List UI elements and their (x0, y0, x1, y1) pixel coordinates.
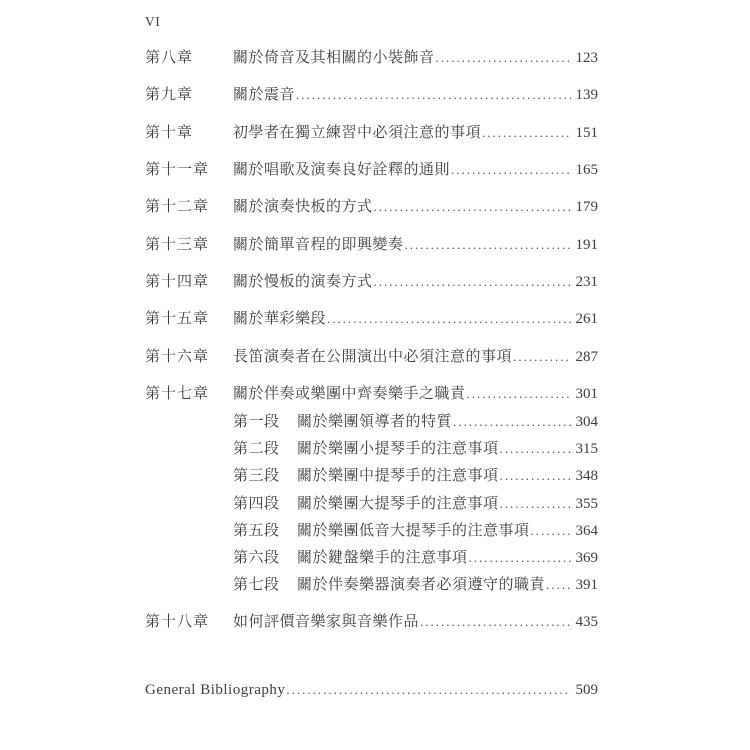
page-number: 355 (575, 495, 598, 512)
dot-leader (436, 50, 571, 66)
page-number: 179 (575, 199, 598, 216)
toc-subrow (145, 461, 598, 488)
toc-row (145, 299, 598, 336)
dot-leader (546, 577, 570, 593)
entry-title: 如何評價音樂家與音樂作品 (233, 614, 420, 631)
toc-row (145, 113, 598, 150)
dot-leader (482, 125, 570, 141)
entry-title: 關於樂團中提琴手的注意事項 (297, 468, 499, 485)
page-number: 369 (575, 550, 598, 566)
page-number: 165 (575, 162, 598, 179)
chapter-number: 第十五章 (145, 311, 210, 328)
dot-leader (500, 496, 571, 512)
toc-subrow (145, 407, 598, 434)
entry-title: 關於伴奏樂器演奏者必須遵守的職責 (297, 577, 546, 594)
entry-title: 關於鍵盤樂手的注意事項 (297, 550, 468, 566)
chapter-number: 第十六章 (145, 348, 210, 365)
toc-row (145, 75, 598, 112)
page-number: 391 (575, 577, 598, 594)
entry-title: 初學者在獨立練習中必須注意的事項 (233, 124, 482, 141)
entry-title: 關於伴奏或樂團中齊奏樂手之職責 (233, 385, 466, 402)
dot-leader (469, 550, 571, 566)
toc-row (145, 336, 598, 373)
chapter-number: 第十二章 (145, 199, 210, 216)
dot-leader (405, 237, 571, 253)
toc-subrow (145, 543, 598, 570)
page-number: 287 (575, 348, 598, 365)
entry-title: 長笛演奏者在公開演出中必須注意的事項 (233, 348, 513, 365)
page-number: 301 (575, 385, 598, 402)
section-number: 第一段 (233, 414, 280, 431)
toc-row (145, 262, 598, 299)
entry-title: 關於簡單音程的即興變奏 (233, 236, 404, 253)
section-number: 第六段 (233, 550, 280, 566)
toc-subrow (145, 570, 598, 597)
entry-title: 關於華彩樂段 (233, 311, 327, 328)
dot-leader (451, 162, 570, 178)
dot-leader (513, 349, 570, 365)
dot-leader (374, 274, 571, 290)
page-number: 364 (575, 522, 598, 539)
toc-subrow (145, 434, 598, 461)
dot-leader (374, 199, 571, 215)
entry-title: 關於慢板的演奏方式 (233, 273, 373, 290)
dot-leader (420, 614, 570, 630)
entry-title: 關於倚音及其相關的小裝飾音 (233, 50, 435, 67)
entry-title: 關於演奏快板的方式 (233, 199, 373, 216)
chapter-number: 第十八章 (145, 614, 210, 631)
dot-leader (531, 523, 571, 539)
dot-leader (453, 414, 570, 430)
section-number: 第三段 (233, 468, 280, 485)
chapter-number: 第十四章 (145, 273, 210, 290)
table-of-contents (145, 38, 598, 709)
dot-leader (500, 441, 571, 457)
page-number-folio: VI (145, 14, 161, 29)
chapter-number: 第十一章 (145, 162, 210, 179)
chapter-number: 第十章 (145, 124, 194, 141)
chapter-number: 第九章 (145, 87, 194, 104)
page-number: 509 (575, 681, 598, 698)
page-number: 435 (575, 614, 598, 631)
toc-subrow (145, 516, 598, 543)
toc-row (145, 187, 598, 224)
toc-row (145, 224, 598, 261)
page-number: 231 (575, 273, 598, 290)
chapter-number: 第十七章 (145, 385, 210, 402)
page-number: 348 (575, 468, 598, 485)
toc-subrow (145, 489, 598, 516)
dot-leader (296, 87, 570, 103)
section-number: 第五段 (233, 522, 280, 539)
toc-row (145, 38, 598, 75)
dot-leader (467, 386, 571, 402)
page-number: 139 (575, 87, 598, 104)
page-number: 315 (575, 441, 598, 458)
entry-title: 關於樂團低音大提琴手的注意事項 (297, 522, 530, 539)
bibliography-title: General Bibliography (145, 681, 286, 698)
page-number: 261 (575, 311, 598, 328)
entry-title: 關於震音 (233, 87, 296, 104)
section-number: 第七段 (233, 577, 280, 594)
entry-title: 關於樂團小提琴手的注意事項 (297, 441, 499, 458)
section-number: 第二段 (233, 441, 280, 458)
dot-leader (286, 682, 570, 698)
dot-leader (327, 311, 570, 327)
section-number: 第四段 (233, 495, 280, 512)
toc-bibliography-row (145, 672, 598, 709)
toc-row (145, 602, 598, 639)
entry-title: 關於樂團領導者的特質 (297, 414, 453, 431)
page-number: 191 (575, 236, 598, 253)
entry-title: 關於唱歌及演奏良好詮釋的通則 (233, 162, 451, 179)
page-number: 123 (575, 50, 598, 67)
page-number: 151 (575, 124, 598, 141)
page-number: 304 (575, 414, 598, 431)
toc-row (145, 150, 598, 187)
chapter-number: 第八章 (145, 50, 194, 67)
toc-row (145, 374, 598, 411)
dot-leader (500, 468, 571, 484)
chapter-number: 第十三章 (145, 236, 210, 253)
entry-title: 關於樂團大提琴手的注意事項 (297, 495, 499, 512)
